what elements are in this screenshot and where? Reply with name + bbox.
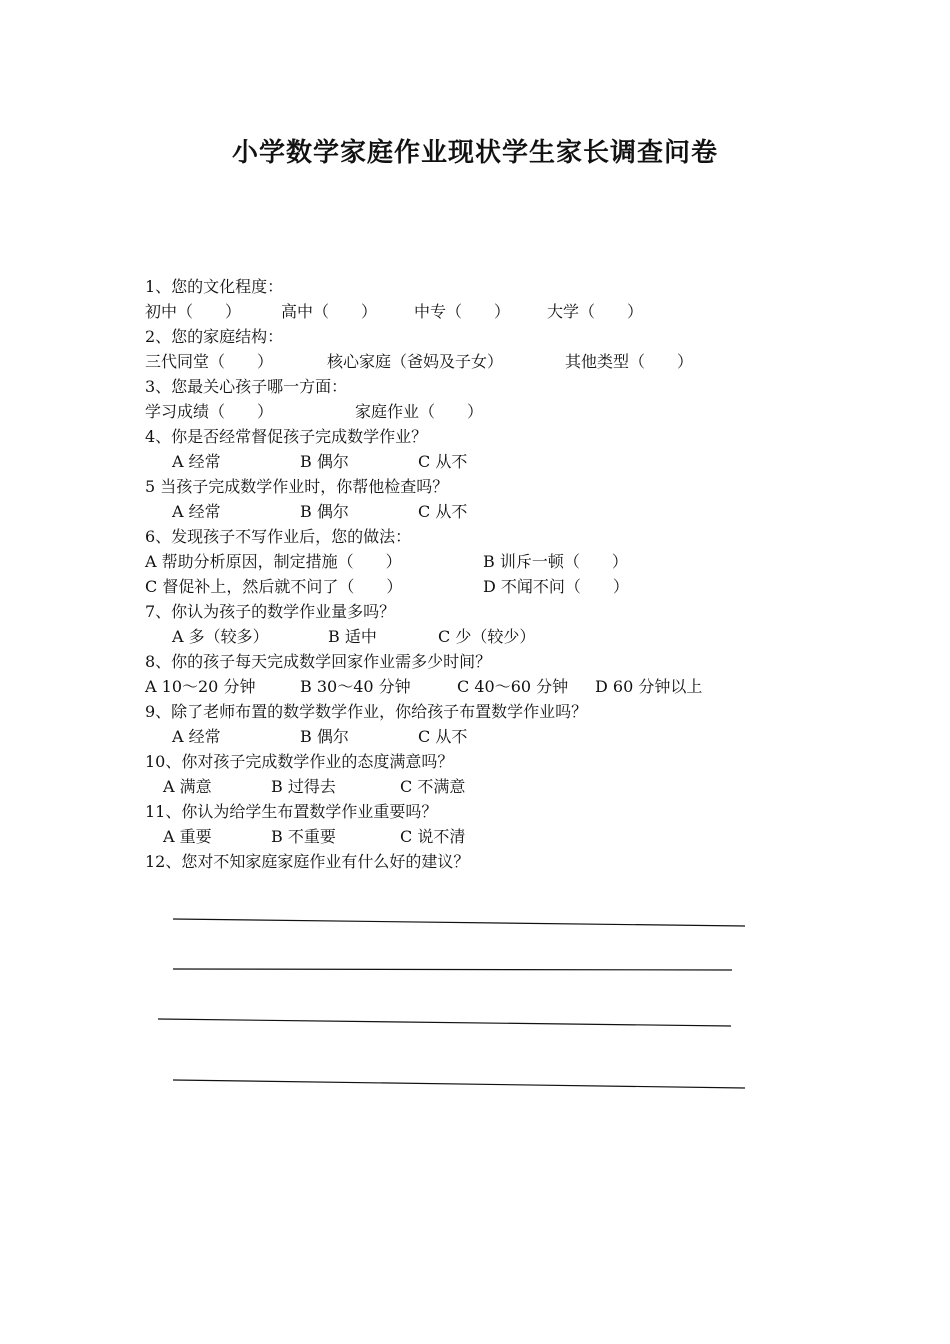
option-1b[interactable]: 高中（ ） [281, 302, 378, 321]
question-4: 4、你是否经常督促孩子完成数学作业？ [145, 427, 428, 446]
option-2b[interactable]: 核心家庭（爸妈及子女） [327, 352, 504, 371]
options-7 [145, 624, 845, 649]
option-8d[interactable]: D 60 分钟以上 [595, 677, 703, 696]
option-2a[interactable]: 三代同堂（ ） [145, 352, 274, 371]
question-12: 12、您对不知家庭家庭作业有什么好的建议？ [145, 852, 470, 871]
option-7b[interactable]: B 适中 [328, 627, 377, 646]
option-5c[interactable]: C 从不 [418, 502, 468, 521]
answer-line-2[interactable] [173, 969, 732, 970]
question-5: 5 当孩子完成数学作业时，你帮他检查吗？ [145, 477, 449, 496]
option-10a[interactable]: A 满意 [163, 777, 212, 796]
option-5b[interactable]: B 偶尔 [300, 502, 349, 521]
option-8a[interactable]: A 10～20 分钟 [145, 677, 256, 696]
options-4 [145, 449, 845, 474]
option-6d[interactable]: D 不闻不问（ ） [483, 577, 629, 596]
question-2: 2、您的家庭结构： [145, 327, 284, 346]
option-4a[interactable]: A 经常 [172, 452, 221, 471]
option-4c[interactable]: C 从不 [418, 452, 468, 471]
option-1d[interactable]: 大学（ ） [547, 302, 644, 321]
option-1c[interactable]: 中专（ ） [414, 302, 511, 321]
option-11b[interactable]: B 不重要 [271, 827, 336, 846]
option-2c[interactable]: 其他类型（ ） [565, 352, 694, 371]
question-10: 10、你对孩子完成数学作业的态度满意吗？ [145, 752, 454, 771]
options-8 [145, 674, 845, 699]
option-1a[interactable]: 初中（ ） [145, 302, 242, 321]
question-3: 3、您最关心孩子哪一方面： [145, 377, 348, 396]
question-9: 9、除了老师布置的数学数学作业，你给孩子布置数学作业吗？ [145, 702, 588, 721]
option-4b[interactable]: B 偶尔 [300, 452, 349, 471]
option-10b[interactable]: B 过得去 [271, 777, 336, 796]
option-3b[interactable]: 家庭作业（ ） [355, 402, 484, 421]
options-1 [145, 299, 845, 324]
option-3a[interactable]: 学习成绩（ ） [145, 402, 274, 421]
options-6-row2 [145, 574, 845, 599]
question-8: 8、你的孩子每天完成数学回家作业需多少时间？ [145, 652, 492, 671]
options-5 [145, 499, 845, 524]
options-10 [145, 774, 845, 799]
answer-line-4[interactable] [173, 1080, 745, 1088]
option-10c[interactable]: C 不满意 [400, 777, 466, 796]
option-8b[interactable]: B 30～40 分钟 [300, 677, 411, 696]
question-1: 1、您的文化程度： [145, 277, 284, 296]
options-9 [145, 724, 845, 749]
answer-line-1[interactable] [173, 919, 745, 926]
option-9b[interactable]: B 偶尔 [300, 727, 349, 746]
options-3 [145, 399, 845, 424]
option-7c[interactable]: C 少（较少） [438, 627, 536, 646]
answer-line-3[interactable] [158, 1019, 731, 1026]
question-11: 11、你认为给学生布置数学作业重要吗？ [145, 802, 438, 821]
page-title: 小学数学家庭作业现状学生家长调查问卷 [231, 138, 718, 168]
options-11 [145, 824, 845, 849]
option-8c[interactable]: C 40～60 分钟 [457, 677, 569, 696]
option-6b[interactable]: B 训斥一顿（ ） [483, 552, 628, 571]
option-9c[interactable]: C 从不 [418, 727, 468, 746]
option-5a[interactable]: A 经常 [172, 502, 221, 521]
option-6a[interactable]: A 帮助分析原因，制定措施（ ） [145, 552, 402, 571]
option-11a[interactable]: A 重要 [163, 827, 212, 846]
questionnaire-body [145, 274, 845, 874]
question-7: 7、你认为孩子的数学作业量多吗？ [145, 602, 396, 621]
options-6-row1 [145, 549, 845, 574]
option-6c[interactable]: C 督促补上，然后就不问了（ ） [145, 577, 403, 596]
option-11c[interactable]: C 说不清 [400, 827, 466, 846]
option-7a[interactable]: A 多（较多） [172, 627, 269, 646]
option-9a[interactable]: A 经常 [172, 727, 221, 746]
question-6: 6、发现孩子不写作业后，您的做法： [145, 527, 412, 546]
options-2 [145, 349, 845, 374]
